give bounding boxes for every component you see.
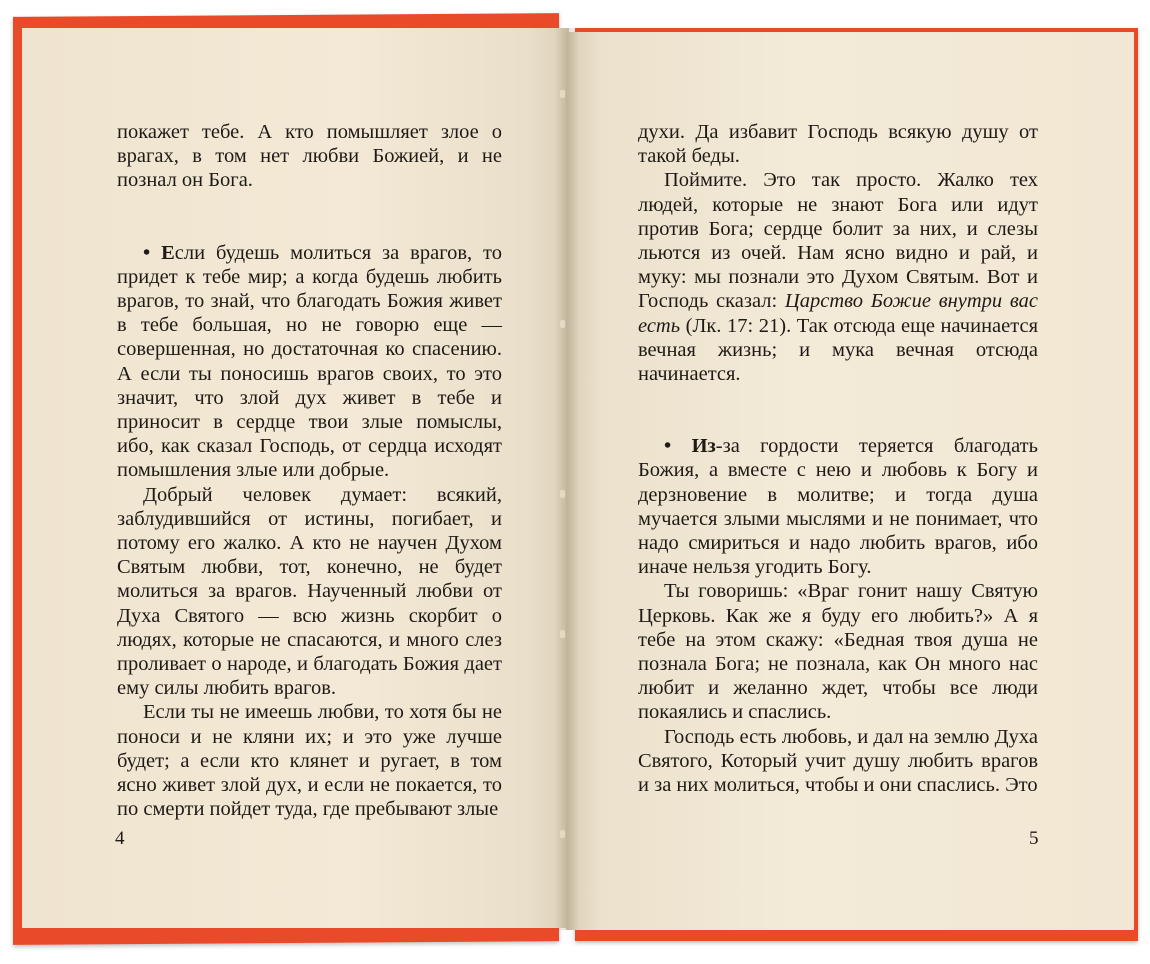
- paragraph: • Из-за гордости теряется благодать Божия, а вместе с нею и любовь к Богу и дерзновение в молитве; и тогда душа мучается злыми мыслями и не понимает, что надо смириться и надо любить врагов, ибо иначе нельзя угодить Богу.: [638, 435, 1038, 579]
- scripture-quote: Царство Божие внутри вас есть: [638, 290, 1039, 337]
- paragraph: Поймите. Это так просто. Жалко тех людей, которые не знают Бога или идут против Бога; сердце болит за них, и слезы льются из очей. Нам ясно видно и рай, и муку: мы познали это Духом Святым. Вот и Господь сказал: Царство Божие внутри вас есть (Лк. 17: 21). Так отсюда еще начинается вечная жизнь; и мука вечная отсюда начинается.: [638, 169, 1039, 386]
- page-number: 4: [115, 828, 125, 849]
- paragraph: • Если будешь молиться за врагов, то придет к тебе мир; а когда будешь любить врагов, то знай, что благодать Божия живет в тебе большая, но не говорю еще — совершенная, но достаточная ко спасению. А если ты поносишь врагов своих, то это значит, что злой дух живет в тебе и приносит в сердце твои злые помыслы, ибо, как сказал Господь, от сердца исходят помышления злые или добрые.: [117, 241, 502, 482]
- binding-stitches: [560, 70, 566, 870]
- paragraph: Господь есть любовь, и дал на землю Духа Святого, Который учит душу любить врагов и за них молиться, чтобы и они спаслись. Это: [638, 725, 1038, 797]
- left-page-text: [117, 120, 502, 821]
- bullet-icon: •: [664, 435, 692, 458]
- gutter-shadow: [555, 28, 579, 930]
- paragraph: покажет тебе. А кто помышляет злое о врагах, в том нет любви Божией, и не познал он Бога.: [117, 121, 502, 192]
- left-page: [22, 28, 569, 928]
- right-page: [566, 32, 1134, 930]
- paragraph: Добрый человек думает: всякий, заблудившийся от истины, погибает, и потому его жалко. А кто не научен Духом Святым любви, тот, конечно, не будет молиться за врагов. Наученный любви от Духа Святого — всю жизнь скорбит о людях, которые не спасаются, и много слез проливает о народе, и благодать Божия дает ему силы любить врагов.: [117, 483, 502, 700]
- paragraph: духи. Да избавит Господь всякую душу от такой беды.: [638, 121, 1038, 168]
- paragraph: Ты говоришь: «Враг гонит нашу Святую Церковь. Как же я буду его любить?» А я тебе на этом скажу: «Бедная твоя душа не познала Бога; не познала, как Он много нас любит и желанно ждет, чтобы все люди покаялись и спаслись.: [638, 580, 1038, 724]
- paragraph: Если ты не имеешь любви, то хотя бы не поноси и не кляни их; и это уже лучше будет; а если кто клянет и ругает, в том ясно живет злой дух, и если не покается, то по смерти пойдет туда, где пребывают злые: [117, 701, 502, 821]
- page-number: 5: [1029, 828, 1039, 849]
- right-page-text: [638, 120, 1038, 797]
- bullet-icon: •: [143, 241, 162, 264]
